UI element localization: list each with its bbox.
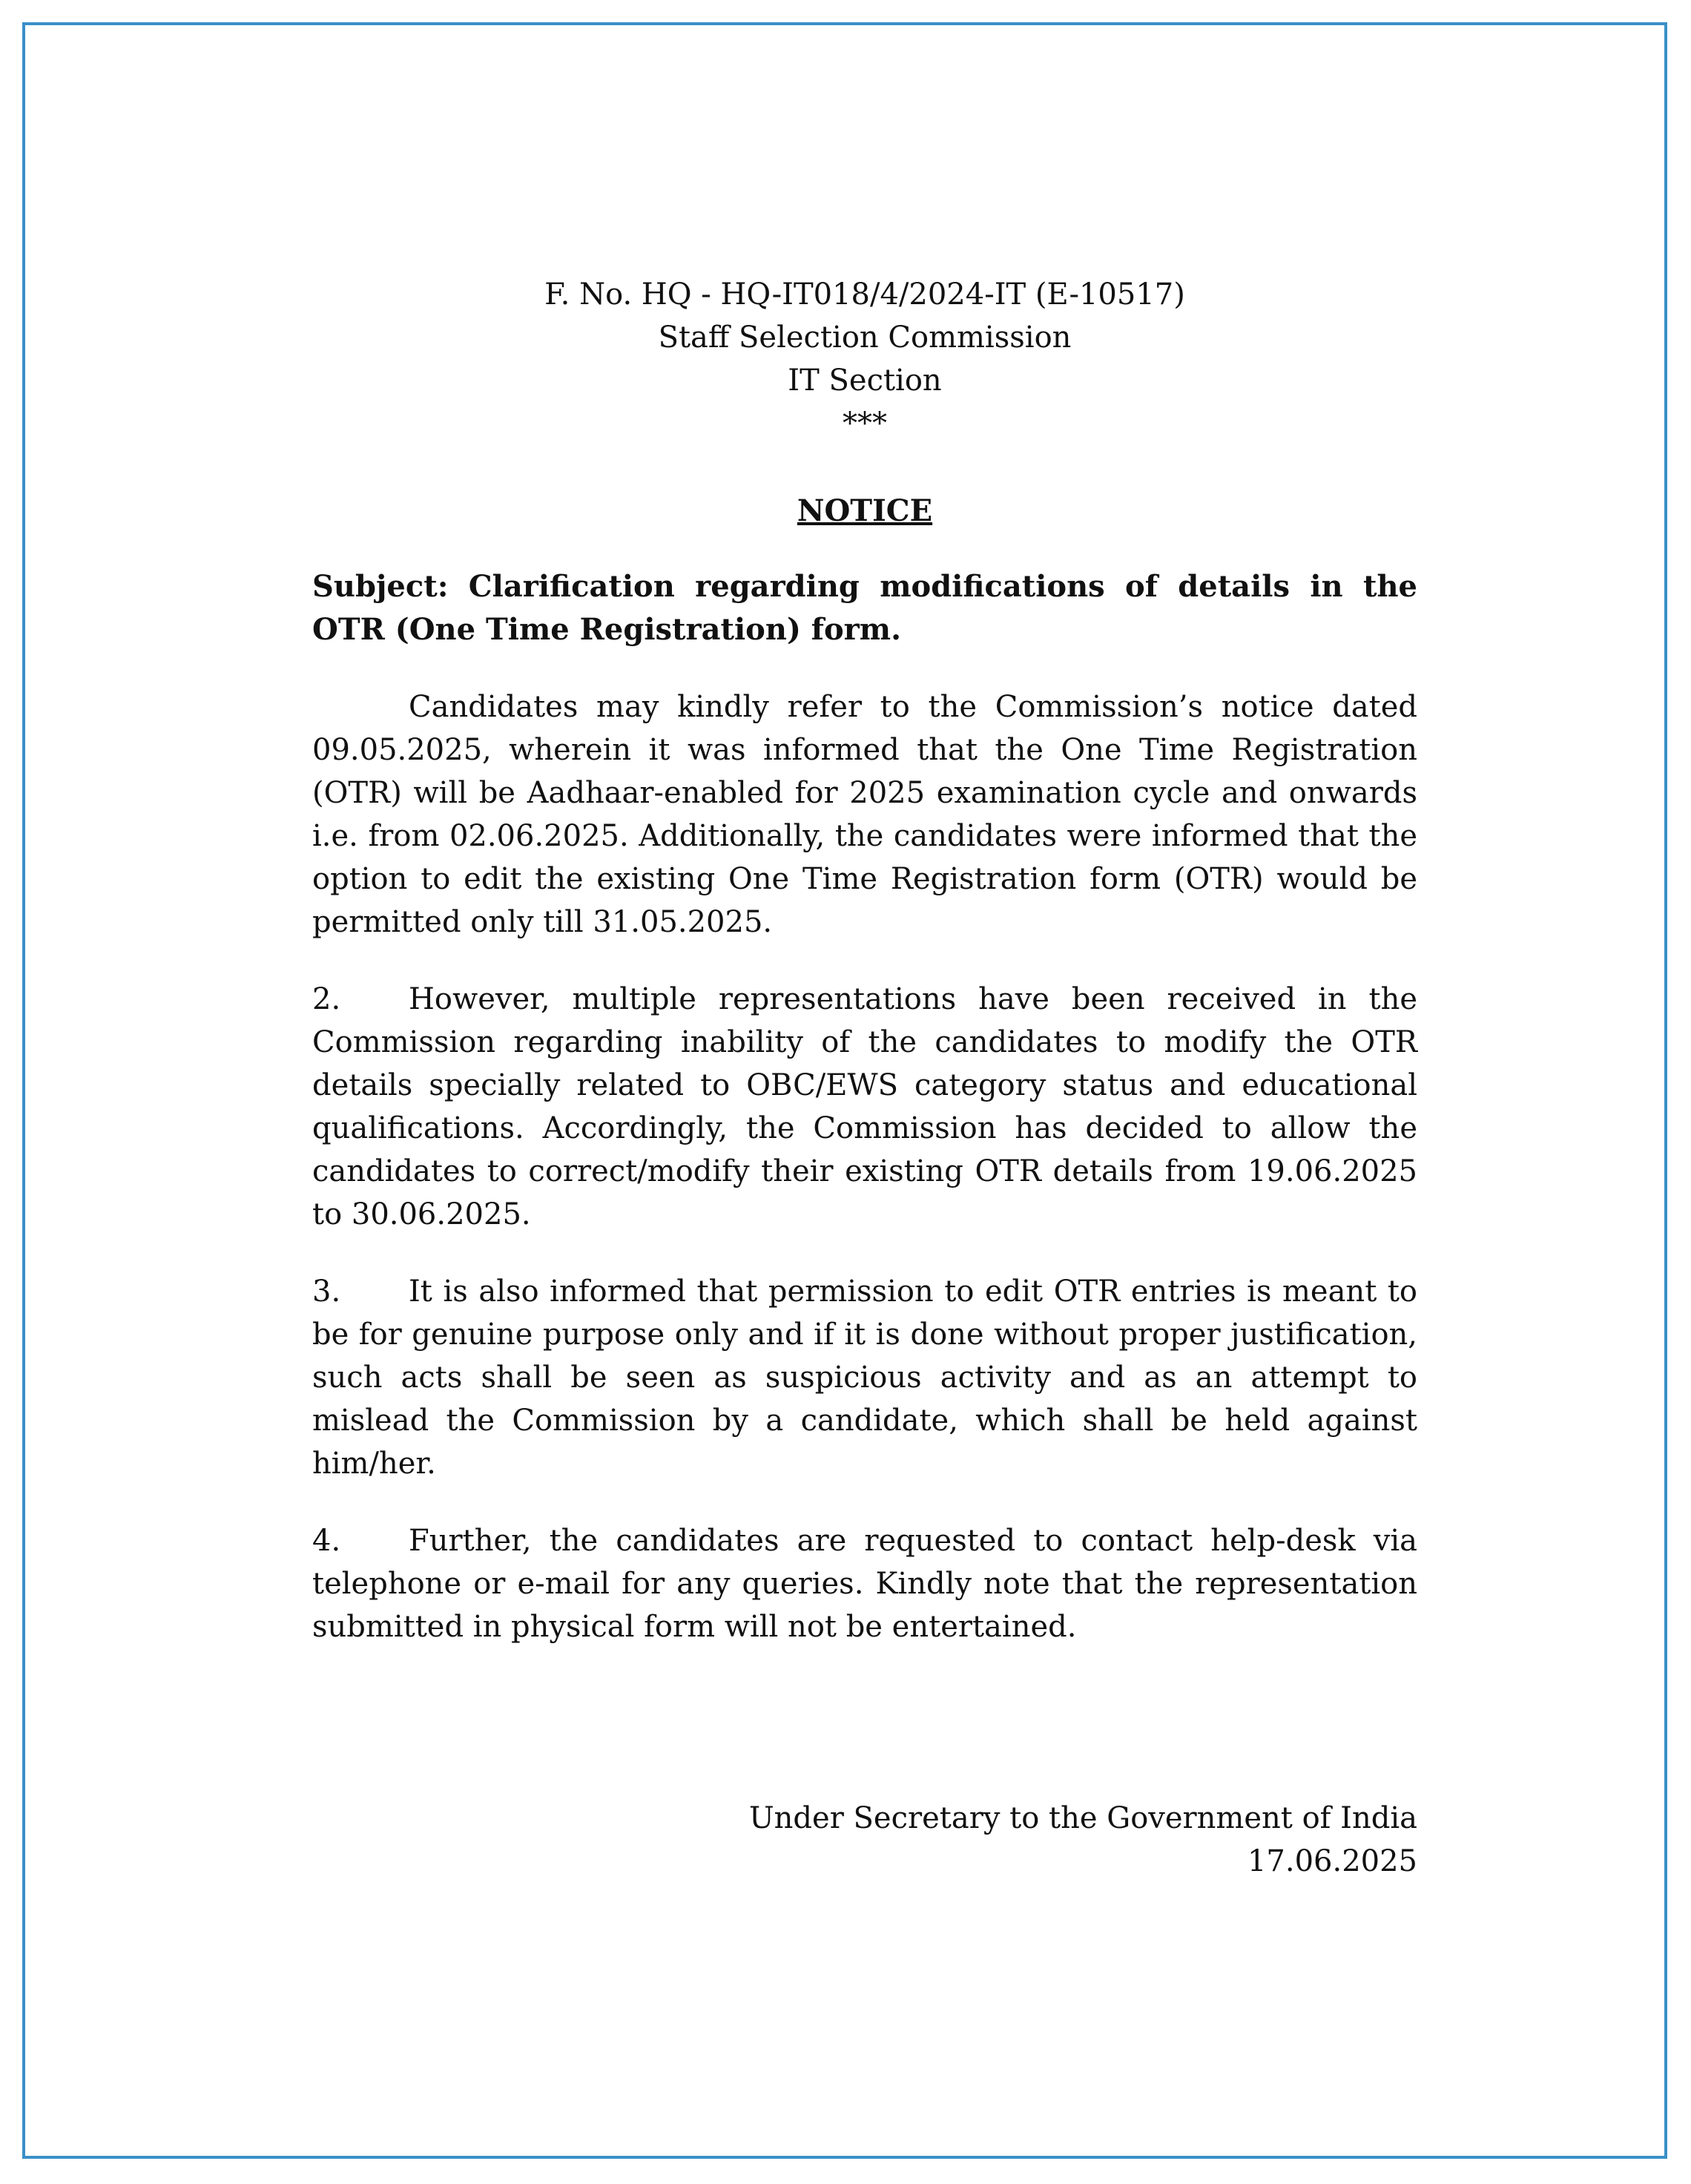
paragraph-3-text: It is also informed that permission to edit OTR entries is meant to be for genuine purpose only and if it is done without proper justification, such acts shall be seen as suspicious activity and as an attempt to mislead the Commission by a candidate, which shall be held against him/her. [312, 1274, 1417, 1481]
paragraph-3-number: 3. [312, 1274, 341, 1309]
paragraph-1 [312, 685, 1417, 944]
notice-title: NOTICE [797, 493, 933, 528]
notice-document [312, 273, 1417, 1883]
paragraph-2-number: 2. [312, 982, 341, 1016]
paragraph-4 [312, 1519, 1417, 1648]
notice-date: 17.06.2025 [1247, 1844, 1417, 1878]
notice-header [312, 273, 1417, 445]
header-separator: *** [843, 407, 887, 441]
paragraph-1-text: Candidates may kindly refer to the Commission’s notice dated 09.05.2025, wherein it was informed that the One Time Registration (OTR) will be Aadhaar-enabled for 2025 examination cycle and onwards i.e. from 02.06.2025. Additionally, the candidates were informed that the option to edit the existing One Time Registration form (OTR) would be permitted only till 31.05.2025. [312, 690, 1417, 939]
signature-block [312, 1797, 1417, 1883]
paragraph-4-number: 4. [312, 1524, 341, 1558]
organization-name: Staff Selection Commission [658, 320, 1072, 355]
section-name: IT Section [788, 364, 942, 398]
signatory-designation: Under Secretary to the Government of India [748, 1801, 1417, 1835]
paragraph-2-text: However, multiple representations have been received in the Commission regarding inability of the candidates to modify the OTR details specially related to OBC/EWS category status and educational qualifications. Accordingly, the Commission has decided to allow the candidates to correct/modify their existing OTR details from 19.06.2025 to 30.06.2025. [312, 982, 1417, 1231]
paragraph-4-text: Further, the candidates are requested to contact help-desk via telephone or e-mail for any queries. Kindly note that the representation submitted in physical form will not be entertained. [312, 1524, 1417, 1644]
paragraph-2 [312, 978, 1417, 1236]
file-number: F. No. HQ - HQ-IT018/4/2024-IT (E-10517) [544, 277, 1185, 312]
paragraph-3 [312, 1270, 1417, 1485]
notice-subject: Subject: Clarification regarding modifications of details in the OTR (One Time Registration) form. [312, 569, 1417, 647]
